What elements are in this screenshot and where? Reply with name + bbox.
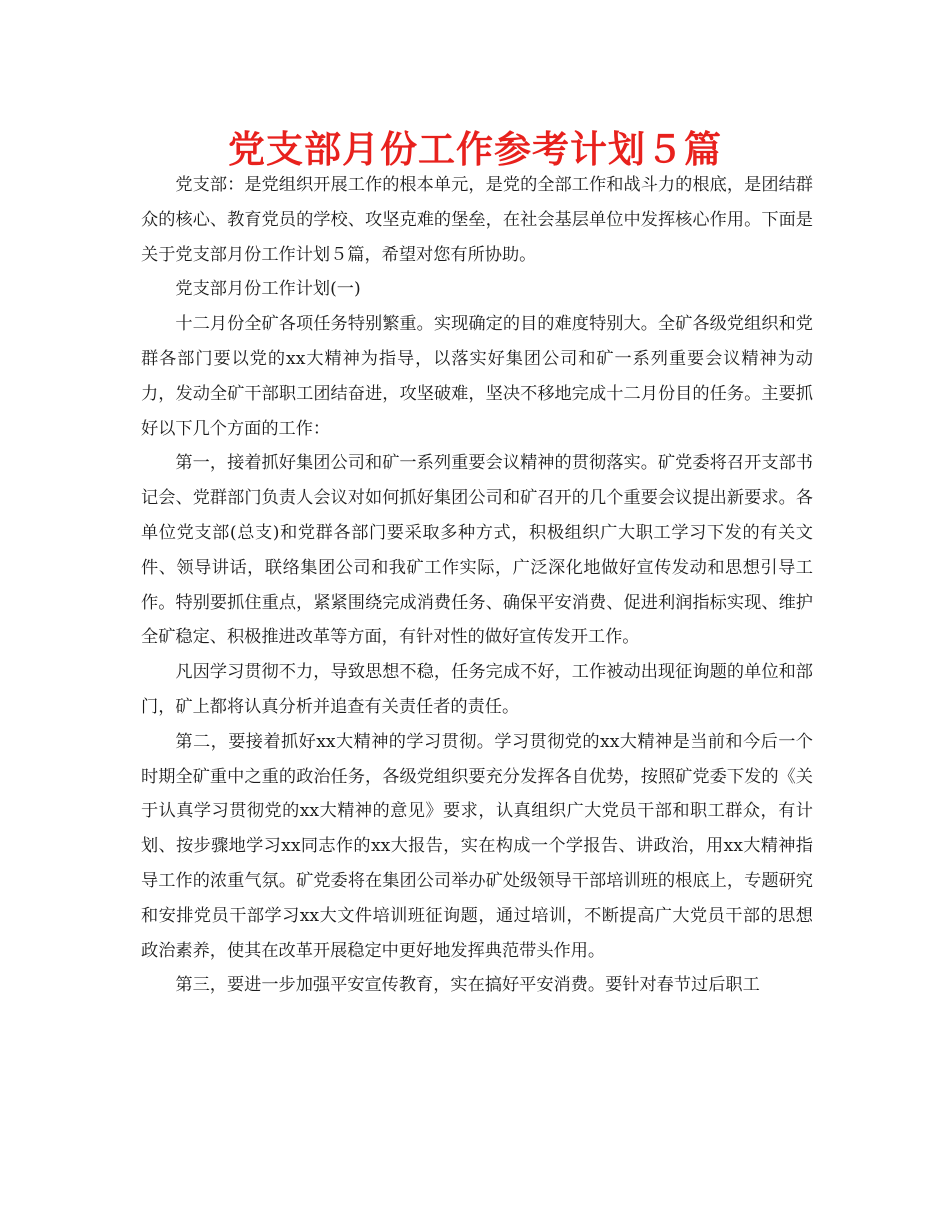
intro-paragraph: 党支部：是党组织开展工作的根本单元，是党的全部工作和战斗力的根底，是团结群众的核心、教育党员的学校、攻坚克难的堡垒，在社会基层单位中发挥核心作用。下面是关于党支部月份工作计划５篇，希望对您有所协助。 (141, 175, 813, 265)
body-paragraph: 十二月份全矿各项任务特别繁重。实现确定的目的难度特别大。全矿各级党组织和党群各部门要以党的xx大精神为指导，以落实好集团公司和矿一系列重要会议精神为动力，发动全矿干部职工团结奋进，攻坚破难，坚决不移地完成十二月份目的任务。主要抓好以下几个方面的工作： (141, 314, 813, 439)
document-title: 党支部月份工作参考计划５篇 (228, 128, 722, 171)
section-heading: 党支部月份工作计划(一) (175, 279, 361, 300)
body-paragraph: 第一，接着抓好集团公司和矿一系列重要会议精神的贯彻落实。矿党委将召开支部书记会、党群部门负责人会议对如何抓好集团公司和矿召开的几个重要会议提出新要求。各单位党支部(总支)和党群各部门要采取多种方式，积极组织广大职工学习下发的有关文件、领导讲话，联络集团公司和我矿工作实际，广泛深化地做好宣传发动和思想引导工作。特别要抓住重点，紧紧围绕完成消费任务、确保平安消费、促进利润指标实现、维护全矿稳定、积极推进改革等方面，有针对性的做好宣传发开工作。 (141, 453, 813, 648)
document-body (141, 168, 813, 1003)
body-paragraph: 凡因学习贯彻不力，导致思想不稳，任务完成不好，工作被动出现征询题的单位和部门，矿上都将认真分析并追查有关责任者的责任。 (141, 662, 813, 717)
body-paragraph: 第三，要进一步加强平安宣传教育，实在搞好平安消费。要针对春节过后职工 (175, 975, 760, 996)
body-paragraph: 第二，要接着抓好xx大精神的学习贯彻。学习贯彻党的xx大精神是当前和今后一个时期全矿重中之重的政治任务，各级党组织要充分发挥各自优势，按照矿党委下发的《关于认真学习贯彻党的xx大精神的意见》要求，认真组织广大党员干部和职工群众，有计划、按步骤地学习xx同志作的xx大报告，实在构成一个学报告、讲政治，用xx大精神指导工作的浓重气氛。矿党委将在集团公司举办矿处级领导干部培训班的根底上，专题研究和安排党员干部学习xx大文件培训班征询题，通过培训，不断提高广大党员干部的思想政治素养，使其在改革开展稳定中更好地发挥典范带头作用。 (141, 731, 813, 961)
